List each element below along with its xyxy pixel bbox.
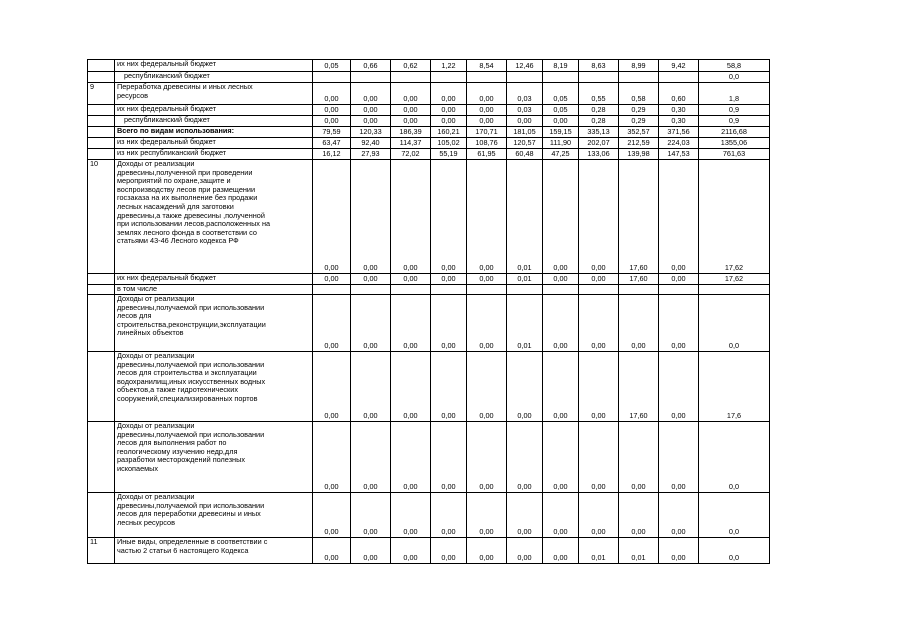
- value-cell: 139,98: [619, 149, 659, 160]
- value-cell: [467, 72, 507, 83]
- value-cell: 0,58: [619, 83, 659, 105]
- value-cell: 0,00: [507, 352, 543, 422]
- row-description-cell: Иные виды, определенные в соответствии с частью 2 статьи 6 настоящего Кодекса: [115, 538, 313, 564]
- value-cell: 0,00: [391, 295, 431, 352]
- value-cell: 0,00: [351, 538, 391, 564]
- value-cell: 0,00: [659, 538, 699, 564]
- value-cell: 147,53: [659, 149, 699, 160]
- value-cell: 0,60: [659, 83, 699, 105]
- value-cell: 61,95: [467, 149, 507, 160]
- value-cell: 0,00: [351, 83, 391, 105]
- total-cell: 17,6: [699, 352, 770, 422]
- table-row: [88, 274, 770, 285]
- value-cell: 0,66: [351, 60, 391, 72]
- value-cell: 0,00: [467, 422, 507, 493]
- value-cell: 0,00: [467, 274, 507, 285]
- total-cell: 0,9: [699, 116, 770, 127]
- value-cell: 0,00: [659, 422, 699, 493]
- value-cell: 0,00: [313, 295, 351, 352]
- table-row: [88, 160, 770, 274]
- value-cell: 0,00: [579, 493, 619, 538]
- value-cell: 0,03: [507, 83, 543, 105]
- total-cell: 1,8: [699, 83, 770, 105]
- value-cell: [431, 285, 467, 295]
- table-row: [88, 127, 770, 138]
- row-number-cell: 9: [88, 83, 115, 105]
- value-cell: 0,00: [431, 352, 467, 422]
- value-cell: 0,00: [467, 352, 507, 422]
- value-cell: 0,00: [313, 352, 351, 422]
- table-row: [88, 285, 770, 295]
- value-cell: [659, 285, 699, 295]
- total-cell: 761,63: [699, 149, 770, 160]
- value-cell: [507, 72, 543, 83]
- value-cell: 0,00: [431, 493, 467, 538]
- value-cell: 0,00: [467, 538, 507, 564]
- row-number-cell: [88, 116, 115, 127]
- row-number-cell: [88, 352, 115, 422]
- value-cell: 212,59: [619, 138, 659, 149]
- value-cell: 8,19: [543, 60, 579, 72]
- value-cell: 27,93: [351, 149, 391, 160]
- value-cell: 63,47: [313, 138, 351, 149]
- table-row: [88, 493, 770, 538]
- value-cell: 0,00: [391, 116, 431, 127]
- row-number-cell: [88, 72, 115, 83]
- value-cell: 181,05: [507, 127, 543, 138]
- row-description-cell: республиканский бюджет: [115, 116, 313, 127]
- value-cell: 0,00: [507, 493, 543, 538]
- value-cell: 202,07: [579, 138, 619, 149]
- value-cell: 0,00: [659, 274, 699, 285]
- row-description-cell: из них федеральный бюджет: [115, 138, 313, 149]
- value-cell: 0,00: [543, 116, 579, 127]
- value-cell: 0,00: [543, 493, 579, 538]
- table-body: [88, 60, 770, 564]
- value-cell: 0,00: [431, 538, 467, 564]
- table-row: [88, 72, 770, 83]
- row-description-cell: из них республиканский бюджет: [115, 149, 313, 160]
- value-cell: [579, 72, 619, 83]
- value-cell: 160,21: [431, 127, 467, 138]
- value-cell: 17,60: [619, 352, 659, 422]
- value-cell: 159,15: [543, 127, 579, 138]
- row-description-cell: Доходы от реализации древесины,получаемой при использовании лесов для строительства,реконструкции,эксплуатации линейных объектов: [115, 295, 313, 352]
- value-cell: 108,76: [467, 138, 507, 149]
- total-cell: 17,62: [699, 274, 770, 285]
- total-cell: [699, 285, 770, 295]
- total-cell: 0,0: [699, 538, 770, 564]
- row-description-cell: их них федеральный бюджет: [115, 60, 313, 72]
- value-cell: 0,05: [543, 105, 579, 116]
- value-cell: 0,00: [431, 83, 467, 105]
- value-cell: 0,00: [431, 116, 467, 127]
- value-cell: [351, 72, 391, 83]
- row-number-cell: [88, 493, 115, 538]
- value-cell: 0,00: [351, 274, 391, 285]
- value-cell: 0,62: [391, 60, 431, 72]
- value-cell: 0,00: [351, 116, 391, 127]
- value-cell: 0,00: [351, 422, 391, 493]
- value-cell: 0,29: [619, 116, 659, 127]
- value-cell: 0,55: [579, 83, 619, 105]
- value-cell: 0,00: [391, 105, 431, 116]
- value-cell: 12,46: [507, 60, 543, 72]
- value-cell: 352,57: [619, 127, 659, 138]
- value-cell: 17,60: [619, 274, 659, 285]
- row-number-cell: [88, 60, 115, 72]
- row-description-cell: Доходы от реализации древесины,полученной при проведении мероприятий по охране,защите и воспроизводству лесов при размещении госзаказа на их выполнение без продажи лесных насаждений для заготовки древесины,а также древесины ,полученной при использовании лесов,расположенных на землях лесного фонда в соответствии со статьями 43-46 Лесного кодекса РФ: [115, 160, 313, 274]
- value-cell: 1,22: [431, 60, 467, 72]
- value-cell: 0,00: [351, 105, 391, 116]
- value-cell: 0,00: [467, 83, 507, 105]
- value-cell: 0,00: [543, 295, 579, 352]
- value-cell: 0,00: [579, 352, 619, 422]
- value-cell: 0,00: [619, 422, 659, 493]
- total-cell: 17,62: [699, 160, 770, 274]
- budget-table: [87, 59, 770, 564]
- value-cell: 9,42: [659, 60, 699, 72]
- row-description-cell: их них федеральный бюджет: [115, 105, 313, 116]
- row-description-cell: Доходы от реализации древесины,получаемой при использовании лесов для строительства и эксплуатации водохранилищ,иных искусственных водных объектов,а также гидротехнических сооружений,специализированных портов: [115, 352, 313, 422]
- value-cell: 0,00: [507, 422, 543, 493]
- value-cell: 0,00: [619, 295, 659, 352]
- value-cell: 0,00: [659, 295, 699, 352]
- table-row: [88, 538, 770, 564]
- value-cell: 0,00: [467, 105, 507, 116]
- table-row: [88, 149, 770, 160]
- value-cell: 0,00: [351, 295, 391, 352]
- value-cell: 0,00: [659, 493, 699, 538]
- value-cell: [659, 72, 699, 83]
- value-cell: 0,00: [313, 83, 351, 105]
- row-number-cell: [88, 138, 115, 149]
- row-description-cell: их них федеральный бюджет: [115, 274, 313, 285]
- value-cell: 55,19: [431, 149, 467, 160]
- value-cell: 16,12: [313, 149, 351, 160]
- value-cell: 0,00: [313, 116, 351, 127]
- value-cell: 0,00: [467, 295, 507, 352]
- total-cell: 2116,68: [699, 127, 770, 138]
- value-cell: 120,33: [351, 127, 391, 138]
- value-cell: 0,29: [619, 105, 659, 116]
- value-cell: 0,00: [659, 352, 699, 422]
- value-cell: 0,00: [391, 538, 431, 564]
- value-cell: 0,00: [543, 422, 579, 493]
- value-cell: 0,00: [351, 493, 391, 538]
- value-cell: 0,00: [579, 274, 619, 285]
- value-cell: 0,00: [313, 105, 351, 116]
- value-cell: [313, 72, 351, 83]
- value-cell: 0,00: [543, 352, 579, 422]
- row-description-cell: Доходы от реализации древесины,получаемой при использовании лесов для выполнения работ по геологическому изучению недр,для разработки месторождений полезных ископаемых: [115, 422, 313, 493]
- value-cell: 8,54: [467, 60, 507, 72]
- row-description-cell: Всего по видам использования:: [115, 127, 313, 138]
- value-cell: 47,25: [543, 149, 579, 160]
- value-cell: [313, 285, 351, 295]
- value-cell: 0,00: [543, 538, 579, 564]
- value-cell: 92,40: [351, 138, 391, 149]
- value-cell: 0,00: [431, 295, 467, 352]
- value-cell: 0,00: [313, 493, 351, 538]
- value-cell: 0,28: [579, 105, 619, 116]
- value-cell: 0,00: [391, 274, 431, 285]
- value-cell: 0,00: [313, 538, 351, 564]
- table-row: [88, 60, 770, 72]
- value-cell: 8,99: [619, 60, 659, 72]
- value-cell: 0,00: [579, 160, 619, 274]
- table-row: [88, 422, 770, 493]
- table-row: [88, 83, 770, 105]
- value-cell: 0,00: [543, 160, 579, 274]
- row-description-cell: Доходы от реализации древесины,получаемой при использовании лесов для переработки древесины и иных лесных ресурсов: [115, 493, 313, 538]
- row-description-cell: Переработка древесины и иных лесных ресурсов: [115, 83, 313, 105]
- value-cell: 0,01: [507, 160, 543, 274]
- value-cell: 0,00: [391, 83, 431, 105]
- value-cell: 0,00: [579, 422, 619, 493]
- value-cell: 0,00: [391, 422, 431, 493]
- row-number-cell: [88, 127, 115, 138]
- value-cell: 72,02: [391, 149, 431, 160]
- total-cell: 0,0: [699, 295, 770, 352]
- value-cell: 133,06: [579, 149, 619, 160]
- value-cell: 0,00: [431, 160, 467, 274]
- row-number-cell: [88, 105, 115, 116]
- table-row: [88, 116, 770, 127]
- value-cell: 0,00: [543, 274, 579, 285]
- value-cell: 0,00: [467, 160, 507, 274]
- value-cell: 0,00: [431, 105, 467, 116]
- total-cell: 0,0: [699, 493, 770, 538]
- value-cell: [467, 285, 507, 295]
- total-cell: 1355,06: [699, 138, 770, 149]
- value-cell: 0,00: [313, 422, 351, 493]
- value-cell: 0,01: [507, 274, 543, 285]
- table-row: [88, 352, 770, 422]
- value-cell: [391, 72, 431, 83]
- total-cell: 0,9: [699, 105, 770, 116]
- value-cell: 0,00: [431, 422, 467, 493]
- table-row: [88, 138, 770, 149]
- value-cell: 0,05: [313, 60, 351, 72]
- value-cell: 0,00: [507, 538, 543, 564]
- value-cell: 0,00: [431, 274, 467, 285]
- total-cell: 0,0: [699, 422, 770, 493]
- table-row: [88, 105, 770, 116]
- value-cell: 0,30: [659, 116, 699, 127]
- value-cell: 0,00: [313, 274, 351, 285]
- value-cell: [619, 72, 659, 83]
- value-cell: 17,60: [619, 160, 659, 274]
- row-number-cell: [88, 149, 115, 160]
- value-cell: 120,57: [507, 138, 543, 149]
- value-cell: 111,90: [543, 138, 579, 149]
- value-cell: 0,00: [507, 116, 543, 127]
- value-cell: [431, 72, 467, 83]
- total-cell: 58,8: [699, 60, 770, 72]
- value-cell: 0,30: [659, 105, 699, 116]
- value-cell: [543, 72, 579, 83]
- value-cell: 371,56: [659, 127, 699, 138]
- value-cell: 224,03: [659, 138, 699, 149]
- row-number-cell: 11: [88, 538, 115, 564]
- value-cell: 60,48: [507, 149, 543, 160]
- row-description-cell: в том числе: [115, 285, 313, 295]
- value-cell: 0,00: [313, 160, 351, 274]
- value-cell: 0,00: [351, 352, 391, 422]
- value-cell: 170,71: [467, 127, 507, 138]
- value-cell: 0,00: [659, 160, 699, 274]
- row-number-cell: [88, 285, 115, 295]
- row-number-cell: [88, 274, 115, 285]
- value-cell: 114,37: [391, 138, 431, 149]
- value-cell: 0,00: [579, 295, 619, 352]
- value-cell: 0,00: [391, 160, 431, 274]
- value-cell: [351, 285, 391, 295]
- value-cell: 0,00: [619, 493, 659, 538]
- value-cell: 0,00: [351, 160, 391, 274]
- value-cell: 0,03: [507, 105, 543, 116]
- value-cell: [579, 285, 619, 295]
- value-cell: [391, 285, 431, 295]
- value-cell: [543, 285, 579, 295]
- value-cell: 105,02: [431, 138, 467, 149]
- value-cell: 0,00: [391, 493, 431, 538]
- total-cell: 0,0: [699, 72, 770, 83]
- value-cell: [507, 285, 543, 295]
- value-cell: 0,01: [507, 295, 543, 352]
- value-cell: 0,05: [543, 83, 579, 105]
- value-cell: 335,13: [579, 127, 619, 138]
- value-cell: 186,39: [391, 127, 431, 138]
- value-cell: 0,00: [391, 352, 431, 422]
- row-number-cell: [88, 295, 115, 352]
- value-cell: 0,01: [619, 538, 659, 564]
- row-description-cell: республиканский бюджет: [115, 72, 313, 83]
- value-cell: [619, 285, 659, 295]
- table-row: [88, 295, 770, 352]
- value-cell: 79,59: [313, 127, 351, 138]
- value-cell: 8,63: [579, 60, 619, 72]
- value-cell: 0,00: [467, 493, 507, 538]
- value-cell: 0,00: [467, 116, 507, 127]
- value-cell: 0,28: [579, 116, 619, 127]
- row-number-cell: 10: [88, 160, 115, 274]
- value-cell: 0,01: [579, 538, 619, 564]
- row-number-cell: [88, 422, 115, 493]
